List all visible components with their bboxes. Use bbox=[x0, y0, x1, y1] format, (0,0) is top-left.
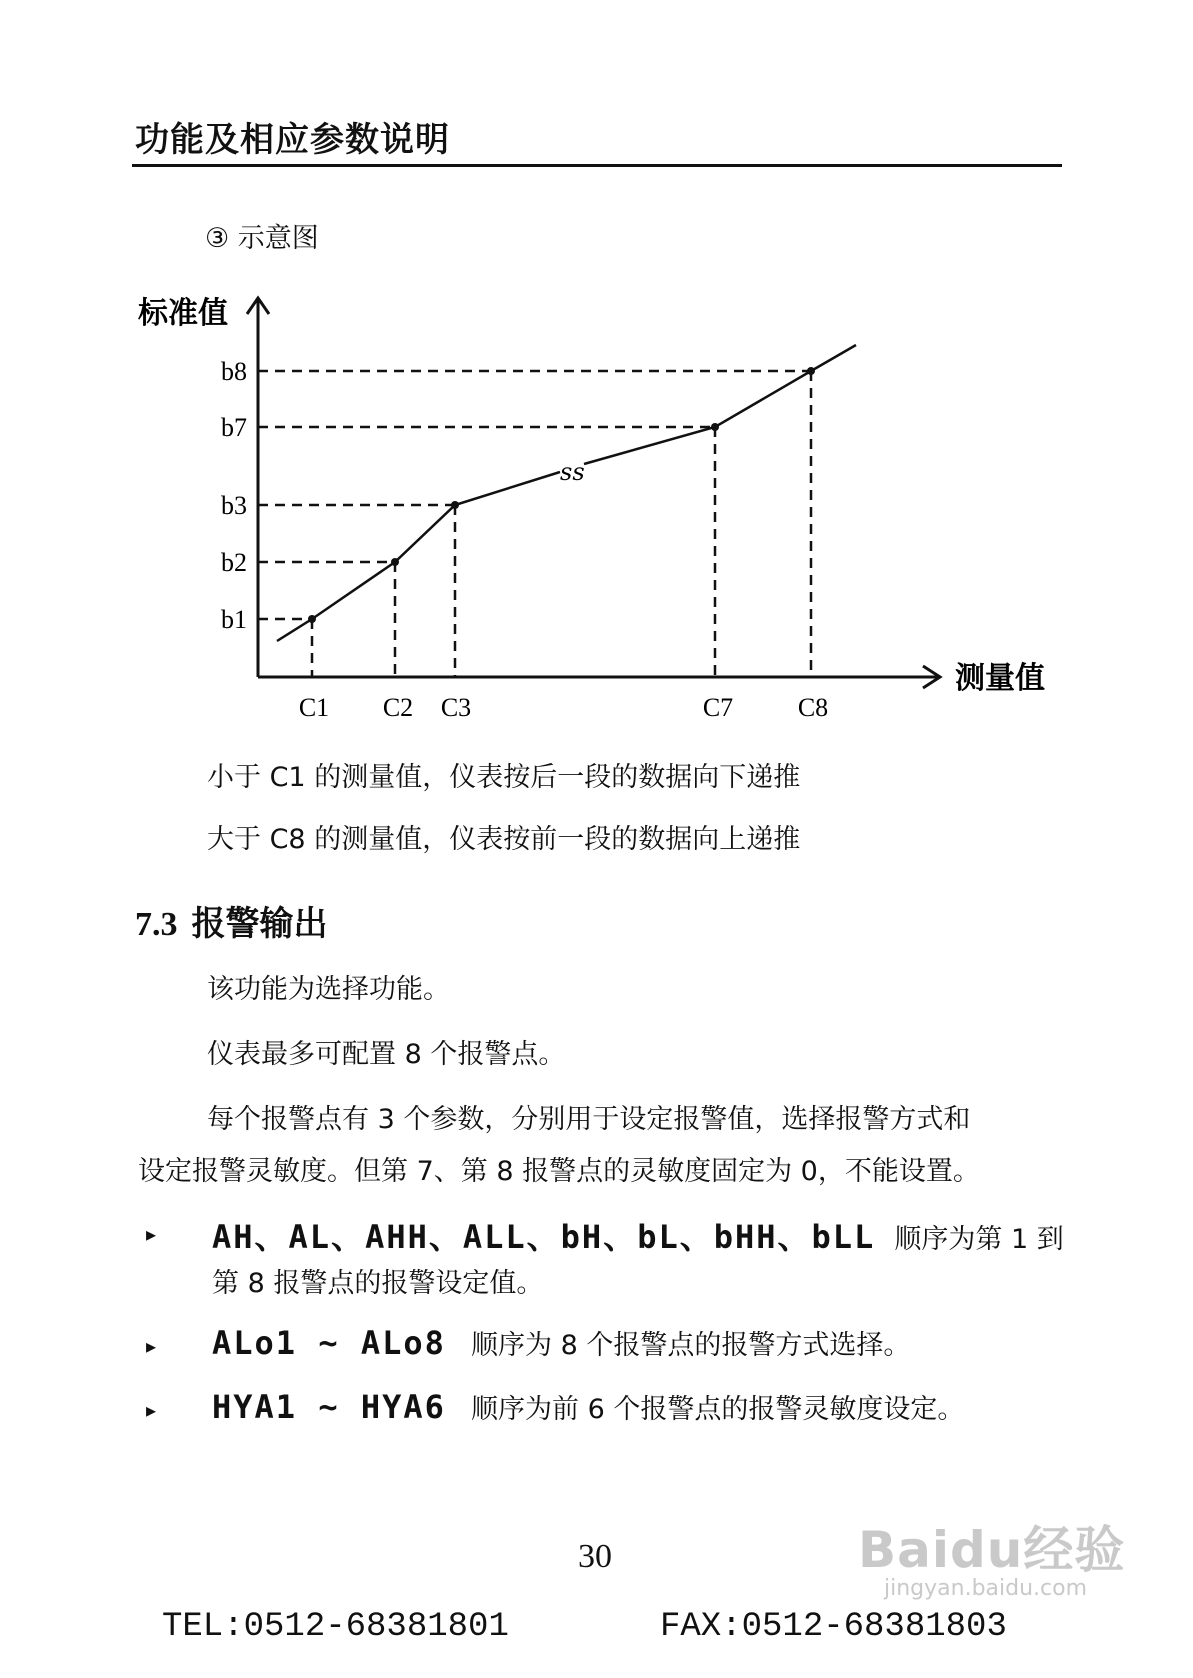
bullet-marker: ▸ bbox=[146, 1222, 157, 1246]
y-tick-b3: b3 bbox=[221, 491, 247, 520]
y-tick-b8: b8 bbox=[221, 357, 247, 386]
bullet-text: 顺序为前 6 个报警点的报警灵敏度设定。 bbox=[471, 1394, 965, 1425]
x-tick-c8: C8 bbox=[797, 693, 829, 722]
section-paragraph-2: 仪表最多可配置 8 个报警点。 bbox=[207, 1039, 566, 1070]
axis-break-symbol: ss bbox=[560, 458, 585, 486]
bullet-marker: ▸ bbox=[146, 1398, 157, 1422]
parameter-codes: HYA1 ~ HYA6 bbox=[212, 1388, 446, 1426]
x-axis-label: 测量值 bbox=[955, 661, 1045, 696]
y-axis-label: 标准值 bbox=[138, 296, 228, 331]
section-paragraph-1: 该功能为选择功能。 bbox=[207, 974, 450, 1005]
section-paragraph-3-line1: 每个报警点有 3 个参数，分别用于设定报警值，选择报警方式和 bbox=[207, 1104, 971, 1135]
bullet-marker: ▸ bbox=[146, 1334, 157, 1358]
point-c8-b8 bbox=[807, 367, 815, 375]
curve-segment-low bbox=[277, 472, 560, 641]
bullet-text-continued: 第 8 报警点的报警设定值。 bbox=[212, 1268, 544, 1299]
watermark-brand: Baidu经验 bbox=[858, 1521, 1126, 1579]
bullet-text: 顺序为第 1 到 bbox=[894, 1224, 1064, 1255]
y-tick-b1: b1 bbox=[221, 605, 247, 634]
bullet-item bbox=[212, 1324, 910, 1366]
y-tick-b2: b2 bbox=[221, 548, 247, 577]
bullet-item bbox=[212, 1388, 964, 1430]
x-tick-c7: C7 bbox=[702, 693, 734, 722]
point-c1-b1 bbox=[308, 615, 316, 623]
watermark-url: jingyan.baidu.com bbox=[884, 1576, 1088, 1601]
x-tick-c1: C1 bbox=[298, 693, 330, 722]
watermark bbox=[858, 1510, 1125, 1601]
point-c2-b2 bbox=[391, 558, 399, 566]
point-c7-b7 bbox=[711, 423, 719, 431]
footer-tel: TEL:0512-68381801 bbox=[162, 1608, 509, 1646]
section-title: 报警输出 bbox=[191, 904, 328, 944]
section-heading bbox=[135, 896, 328, 945]
parameter-codes: ALo1 ~ ALo8 bbox=[212, 1324, 446, 1362]
section-paragraph-3-line2: 设定报警灵敏度。但第 7、第 8 报警点的灵敏度固定为 0，不能设置。 bbox=[138, 1156, 980, 1187]
diagram-caption: ③ 示意图 bbox=[205, 223, 319, 254]
page-number: 30 bbox=[578, 1538, 612, 1575]
section-number: 7.3 bbox=[135, 906, 178, 943]
x-tick-c2: C2 bbox=[382, 693, 414, 722]
page-title: 功能及相应参数说明 bbox=[135, 120, 450, 160]
bullet-item bbox=[212, 1212, 1064, 1260]
bullet-text: 顺序为 8 个报警点的报警方式选择。 bbox=[471, 1330, 911, 1361]
note-below-c1: 小于 C1 的测量值，仪表按后一段的数据向下递推 bbox=[207, 762, 801, 793]
curve-segment-high bbox=[584, 345, 856, 464]
parameter-codes: AH、AL、AHH、ALL、bH、bL、bHH、bLL bbox=[212, 1218, 876, 1256]
x-tick-c3: C3 bbox=[440, 693, 472, 722]
note-above-c8: 大于 C8 的测量值，仪表按前一段的数据向上递推 bbox=[207, 824, 801, 855]
y-tick-b7: b7 bbox=[221, 413, 247, 442]
point-c3-b3 bbox=[451, 501, 459, 509]
footer-fax: FAX:0512-68381803 bbox=[660, 1608, 1007, 1646]
